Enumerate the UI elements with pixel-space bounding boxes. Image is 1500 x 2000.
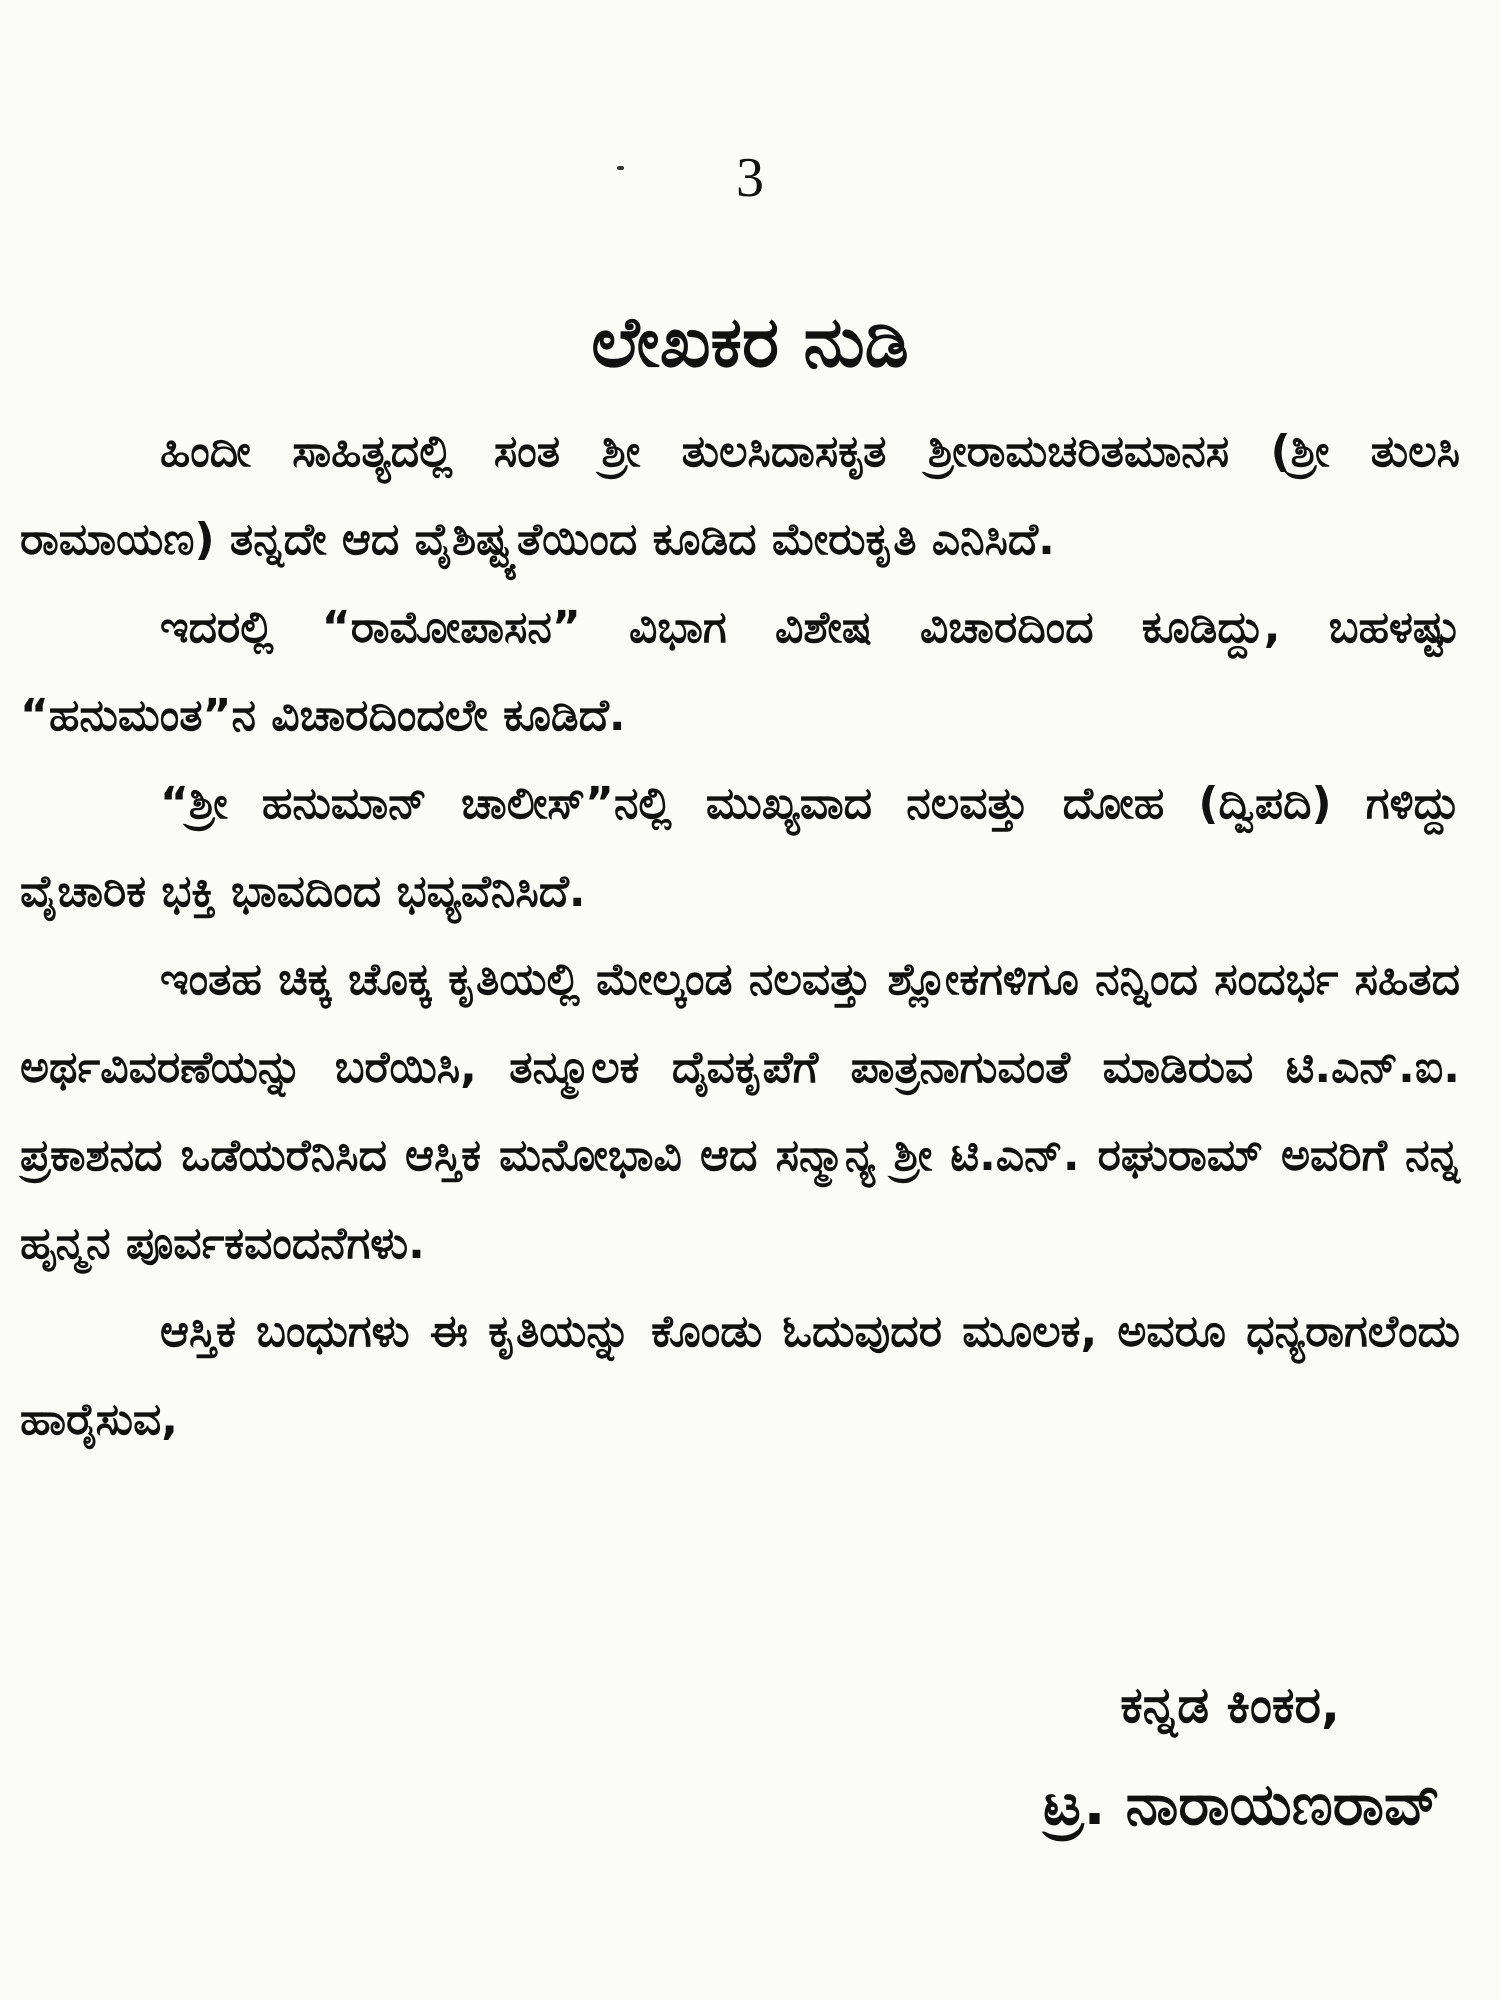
print-speck	[617, 166, 624, 170]
paragraph-2: ಇದರಲ್ಲಿ “ರಾಮೋಪಾಸನ” ವಿಭಾಗ ವಿಶೇಷ ವಿಚಾರದಿಂದ ಕೂಡಿದ್ದು, ಬಹಳಷ್ಟು “ಹನುಮಂತ”ನ ವಿಚಾರದಿಂದಲೇ ಕೂಡಿದೆ.	[20, 602, 1460, 741]
paragraph-3: “ಶ್ರೀ ಹನುಮಾನ್ ಚಾಲೀಸ್”ನಲ್ಲಿ ಮುಖ್ಯವಾದ ನಲವತ್ತು ದೋಹ (ದ್ವಿಪದಿ) ಗಳಿದ್ದು ವೈಚಾರಿಕ ಭಕ್ತಿ ಭಾವದಿಂದ ಭವ್ಯವೆನಿಸಿದೆ.	[20, 778, 1460, 917]
paragraph-4: ಇಂತಹ ಚಿಕ್ಕ ಚೊಕ್ಕ ಕೃತಿಯಲ್ಲಿ ಮೇಲ್ಕಂಡ ನಲವತ್ತು ಶ್ಲೋಕಗಳಿಗೂ ನನ್ನಿಂದ ಸಂದರ್ಭ ಸಹಿತದ ಅರ್ಥವಿವರಣೆಯನ್ನು ಬರೆಯಿಸಿ, ತನ್ಮೂಲಕ ದೈವಕೃಪೆಗೆ ಪಾತ್ರನಾಗುವಂತೆ ಮಾಡಿರುವ ಟಿ.ಎನ್.ಐ. ಪ್ರಕಾಶನದ ಒಡೆಯರೆನಿಸಿದ ಆಸ್ತಿಕ ಮನೋಭಾವಿ ಆದ ಸನ್ಮಾನ್ಯ ಶ್ರೀ ಟಿ.ಎನ್. ರಘುರಾಮ್ ಅವರಿಗೆ ನನ್ನ ಹೃನ್ಮನ ಪೂರ್ವಕವಂದನೆಗಳು.	[20, 954, 1460, 1269]
author-name: ಟ್ರ. ನಾರಾಯಣರಾವ್	[1043, 1770, 1440, 1838]
body-text	[20, 408, 1460, 1464]
page-number: 3	[736, 147, 764, 209]
closing-salutation: ಕನ್ನಡ ಕಿಂಕರ,	[1120, 1676, 1340, 1734]
paragraph-5: ಆಸ್ತಿಕ ಬಂಧುಗಳು ಈ ಕೃತಿಯನ್ನು ಕೊಂಡು ಓದುವುದರ ಮೂಲಕ, ಅವರೂ ಧನ್ಯರಾಗಲೆಂದು ಹಾರೈಸುವ,	[20, 1306, 1460, 1445]
page-title: ಲೇಖಕರ ನುಡಿ	[591, 301, 909, 383]
paragraph-1: ಹಿಂದೀ ಸಾಹಿತ್ಯದಲ್ಲಿ ಸಂತ ಶ್ರೀ ತುಲಸಿದಾಸಕೃತ ಶ್ರೀರಾಮಚರಿತಮಾನಸ (ಶ್ರೀ ತುಲಸಿ ರಾಮಾಯಣ) ತನ್ನದೇ ಆದ ವೈಶಿಷ್ಟ್ಯತೆಯಿಂದ ಕೂಡಿದ ಮೇರುಕೃತಿ ಎನಿಸಿದೆ.	[20, 426, 1460, 565]
